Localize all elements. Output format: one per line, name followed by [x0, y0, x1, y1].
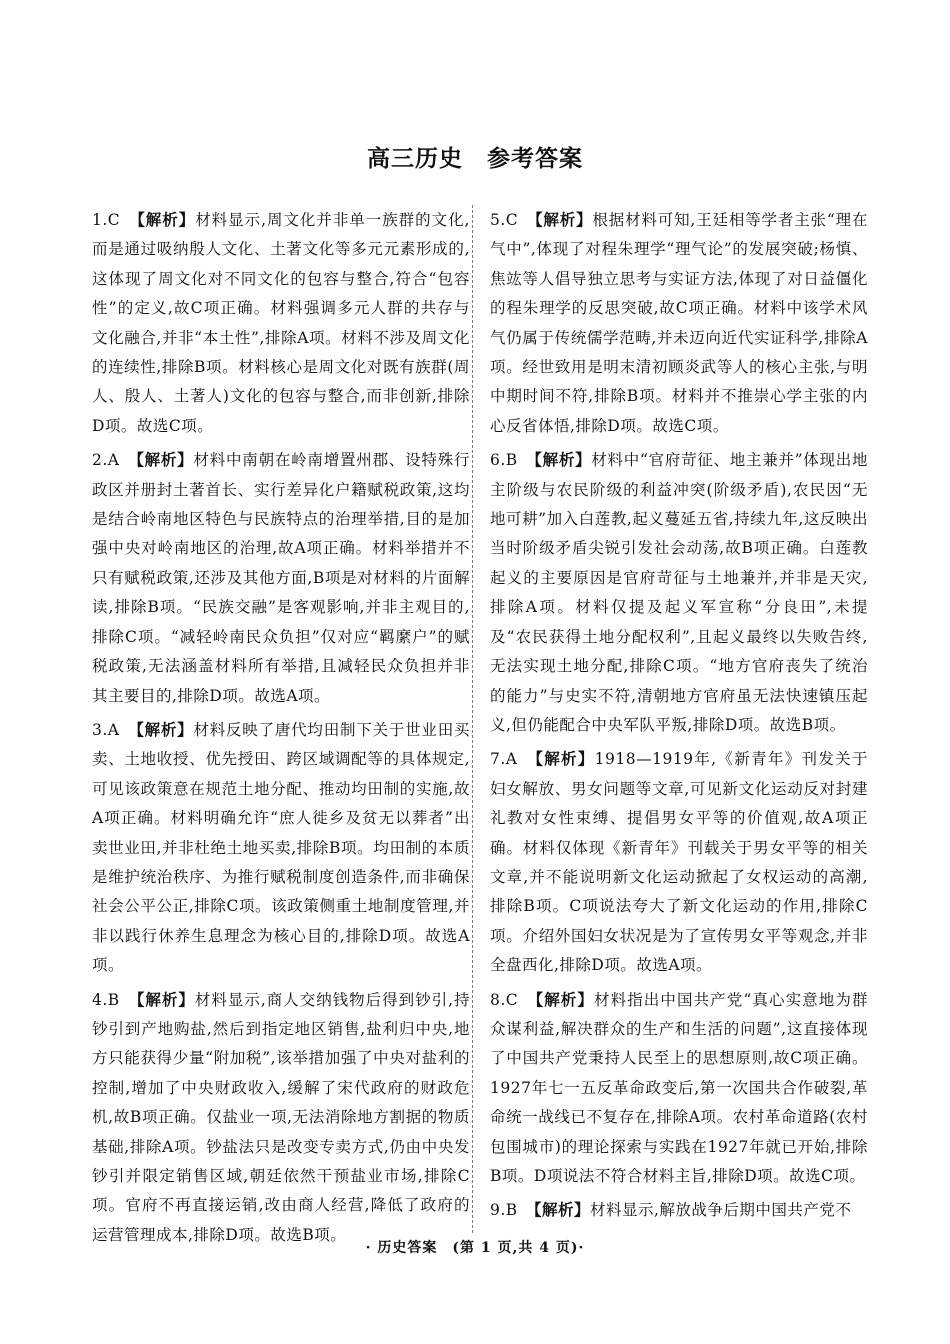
- answer-text: 根据材料可知,王廷相等学者主张“理在气中”,体现了对程朱理学“理气论”的发展突破;杨慎、焦竑等人倡导独立思考与实证方法,体现了对日益僵化的程朱理学的反思突破,故C项正确。材料中该学术风气仍属于传统儒学范畴,并未迈向近代实证科学,排除A项。经世致用是明末清初顾炎武等人的核心主张,与明中期时间不符,排除B项。材料并不推崇心学主张的内心反省体悟,排除D项。故选C项。: [490, 211, 868, 435]
- answer-text: 材料显示,解放战争后期中国共产党不: [589, 1201, 852, 1220]
- analysis-tag: 【解析】: [136, 989, 195, 1009]
- answer-number: 4.B: [92, 990, 120, 1009]
- answer-text: 材料反映了唐代均田制下关于世业田买卖、土地收授、优先授田、跨区域调配等的具体规定,可见该政策意在规范土地分配、推动均田制的实施,故A项正确。材料明确允许“庶人徙乡及贫无以葬者”出卖世业田,并非杜绝土地买卖,排除B项。均田制的本质是维护统治秩序、为推行赋税制度创造条件,而非确保社会公平公正,排除C项。该政策侧重土地制度管理,并非以践行休养生息理念为核心目的,排除D项。故选A项。: [92, 720, 470, 975]
- answer-text: 材料指出中国共产党“真心实意地为群众谋利益,解决群众的生产和生活的问题”,这直接体现了中国共产党秉持人民至上的思想原则,故C项正确。1927年七一五反革命政变后,第一次国共合作破裂,革命统一战线已不复存在,排除A项。农村革命道路(农村包围城市)的理论探索与实践在1927年就已开始,排除B项。D项说法不符合材料主旨,排除D项。故选C项。: [490, 990, 868, 1185]
- answer-text: 材料中南朝在岭南增置州郡、设特殊行政区并册封土著首长、实行差异化户籍赋税政策,这均是结合岭南地区特色与民族特点的治理举措,目的是加强中央对岭南地区的治理,故A项正确。材料举措并不只有赋税政策,还涉及其他方面,B项是对材料的片面解读,排除B项。“民族交融”是客观影响,并非主观目的,排除C项。“减轻岭南民众负担”仅对应“羁縻户”的赋税政策,无法涵盖材料所有举措,且减轻民众负担并非其主要目的,排除D项。故选A项。: [92, 451, 470, 705]
- page-title: 高三历史 参考答案: [367, 146, 583, 172]
- analysis-tag: 【解析】: [533, 1200, 590, 1220]
- answer-text: 1918—1919年,《新青年》刊发关于妇女解放、男女问题等文章,可见新文化运动反对封建礼教对女性束缚、提倡男女平等的价值观,故A项正确。材料仅体现《新青年》刊载关于男女平等的相关文章,并不能说明新文化运动掀起了女权运动的高潮,排除B项。C项说法夸大了新文化运动的作用,排除C项。介绍外国妇女状况是为了宣传男女平等观念,并非全盘西化,排除D项。故选A项。: [490, 750, 868, 975]
- answer-number: 9.B: [490, 1201, 518, 1220]
- answer-item-2: [92, 445, 470, 711]
- answer-number: 3.A: [92, 720, 120, 739]
- answer-item-5: [490, 205, 868, 441]
- answer-number: 8.C: [490, 990, 519, 1009]
- answer-item-6: [490, 445, 868, 740]
- answer-item-4: [92, 985, 470, 1251]
- answer-number: 5.C: [490, 211, 519, 229]
- answer-number: 2.A: [92, 451, 120, 470]
- answer-number: 7.A: [490, 750, 518, 769]
- answer-item-8: [490, 985, 868, 1192]
- answer-number: 6.B: [490, 451, 518, 470]
- answer-text: 材料显示,商人交纳钱物后得到钞引,持钞引到产地购盐,然后到指定地区销售,盐利归中央,地方只能获得少量“附加税”,该举措加强了中央对盐利的控制,增加了中央财政收入,缓解了宋代政府的财政危机,故B项正确。仅盐业一项,无法消除地方割据的物质基础,排除A项。钞盐法只是改变专卖方式,仍由中央发钞引并限定销售区域,朝廷依然干预盐业市场,排除C项。官府不再直接运销,改由商人经营,降低了政府的运营管理成本,排除D项。故选B项。: [92, 990, 470, 1244]
- answer-item-9: [490, 1195, 868, 1225]
- answer-item-7: [490, 744, 868, 980]
- column-divider: [472, 205, 473, 1233]
- answer-item-3: [92, 715, 470, 981]
- analysis-tag: 【解析】: [535, 749, 595, 769]
- left-column: [92, 205, 470, 1254]
- analysis-tag: 【解析】: [136, 719, 194, 739]
- analysis-tag: 【解析】: [534, 450, 592, 470]
- page-footer: · 历史答案 (第 1 页,共 4 页)·: [365, 1240, 585, 1256]
- analysis-tag: 【解析】: [136, 450, 194, 470]
- analysis-tag: 【解析】: [535, 989, 594, 1009]
- analysis-tag: 【解析】: [534, 210, 593, 229]
- right-column: [490, 205, 868, 1230]
- answer-text: 材料中“官府苛征、地主兼并”体现出地主阶级与农民阶级的利益冲突(阶级矛盾),农民因“无地可耕”加入白莲教,起义蔓延五省,持续九年,这反映出当时阶级矛盾尖锐引发社会动荡,故B项正确。白莲教起义的主要原因是官府苛征与土地兼并,并非是天灾,排除A项。材料仅提及起义军宣称“分良田”,未提及“农民获得土地分配权利”,且起义最终以失败告终,无法实现土地分配,排除C项。“地方官府丧失了统治的能力”与史实不符,清朝地方官府虽无法快速镇压起义,但仍能配合中央军队平叛,排除D项。故选B项。: [490, 451, 868, 734]
- answer-text: 材料显示,周文化并非单一族群的文化,而是通过吸纳殷人文化、土著文化等多元元素形成的,这体现了周文化对不同文化的包容与整合,符合“包容性”的定义,故C项正确。材料强调多元人群的共存与文化融合,并非“本土性”,排除A项。材料不涉及周文化的连续性,排除B项。材料核心是周文化对既有族群(周人、殷人、土著人)文化的包容与整合,而非创新,排除D项。故选C项。: [92, 211, 470, 435]
- analysis-tag: 【解析】: [137, 210, 196, 229]
- answer-number: 1.C: [92, 211, 121, 229]
- answer-item-1: [92, 205, 470, 441]
